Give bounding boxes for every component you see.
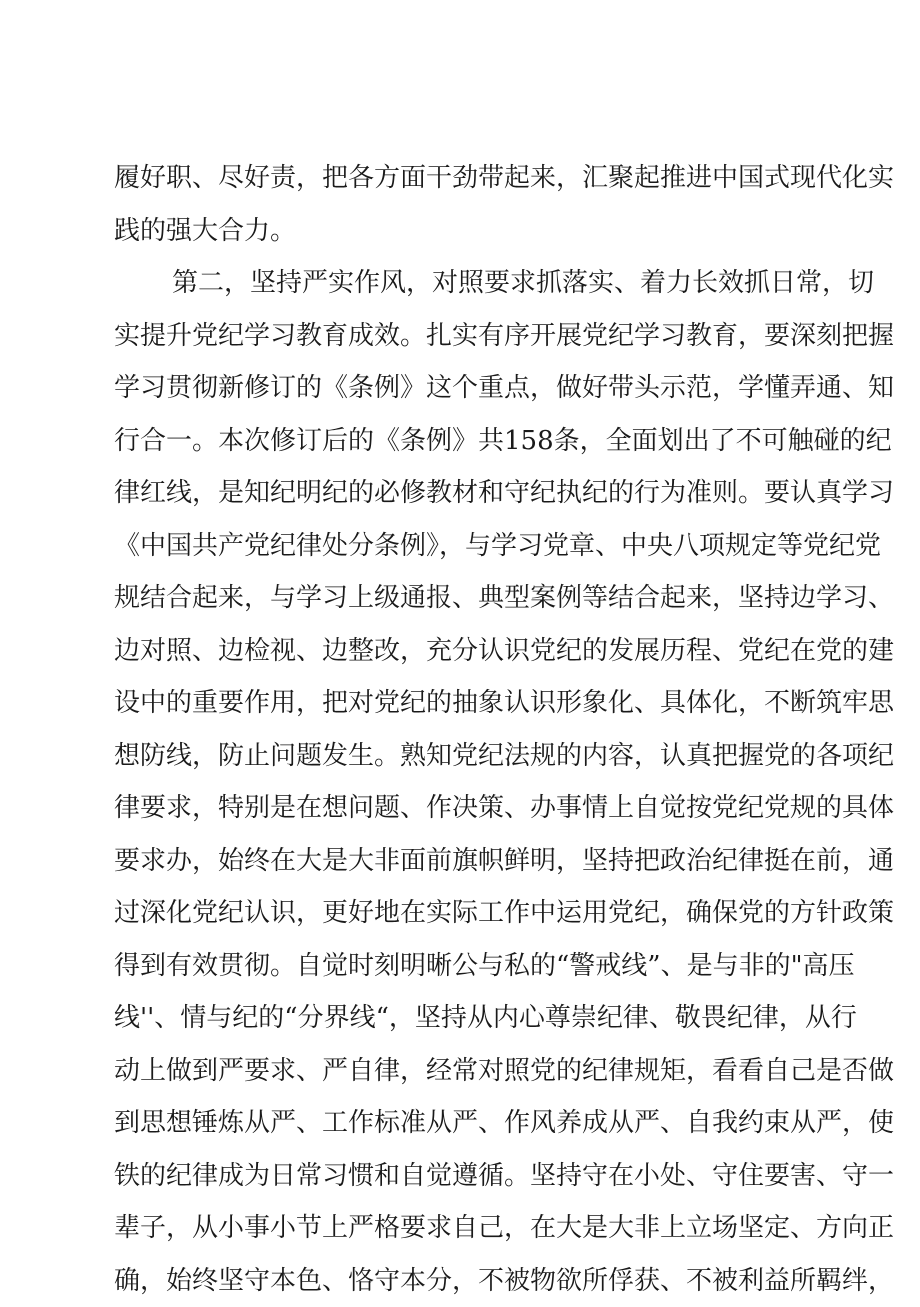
text-line: 设中的重要作用，把对党纪的抽象认识形象化、具体化，不断筑牢思 xyxy=(114,677,814,730)
text-line: 律红线，是知纪明纪的必修教材和守纪执纪的行为准则。要认真学习 xyxy=(114,467,814,520)
body-text xyxy=(114,152,814,1307)
text-line: 过深化党纪认识，更好地在实际工作中运用党纪，确保党的方针政策 xyxy=(114,887,814,940)
text-line: 得到有效贯彻。自觉时刻明晰公与私的“警戒线”、是与非的"高压 xyxy=(114,940,814,993)
text-line: 要求办，始终在大是大非面前旗帜鲜明，坚持把政治纪律挺在前，通 xyxy=(114,835,814,888)
paragraph-first-line: 第二，坚持严实作风，对照要求抓落实、着力长效抓日常，切 xyxy=(114,257,814,310)
text-line: 《中国共产党纪律处分条例》，与学习党章、中央八项规定等党纪党 xyxy=(114,520,814,573)
text-line: 履好职、尽好责，把各方面干劲带起来，汇聚起推进中国式现代化实 xyxy=(114,152,814,205)
text-line: 确，始终坚守本色、恪守本分，不被物欲所俘获、不被利益所羁绊， xyxy=(114,1255,814,1307)
text-line: 线''、情与纪的“分界线“，坚持从内心尊崇纪律、敬畏纪律，从行 xyxy=(114,992,814,1045)
text-line: 到思想锤炼从严、工作标准从严、作风养成从严、自我约束从严，使 xyxy=(114,1097,814,1150)
text-line: 铁的纪律成为日常习惯和自觉遵循。坚持守在小处、守住要害、守一 xyxy=(114,1150,814,1203)
text-line: 想防线，防止问题发生。熟知党纪法规的内容，认真把握党的各项纪 xyxy=(114,730,814,783)
text-line: 学习贯彻新修订的《条例》这个重点，做好带头示范，学懂弄通、知 xyxy=(114,362,814,415)
text-line: 实提升党纪学习教育成效。扎实有序开展党纪学习教育，要深刻把握 xyxy=(114,310,814,363)
text-line: 动上做到严要求、严自律，经常对照党的纪律规矩，看看自己是否做 xyxy=(114,1045,814,1098)
text-line: 辈子，从小事小节上严格要求自己，在大是大非上立场坚定、方向正 xyxy=(114,1202,814,1255)
text-line: 边对照、边检视、边整改，充分认识党纪的发展历程、党纪在党的建 xyxy=(114,625,814,678)
text-line: 律要求，特别是在想问题、作决策、办事情上自觉按党纪党规的具体 xyxy=(114,782,814,835)
text-line: 践的强大合力。 xyxy=(114,205,814,258)
text-line: 行合一。本次修订后的《条例》共158条，全面划出了不可触碰的纪 xyxy=(114,415,814,468)
text-line: 规结合起来，与学习上级通报、典型案例等结合起来，坚持边学习、 xyxy=(114,572,814,625)
